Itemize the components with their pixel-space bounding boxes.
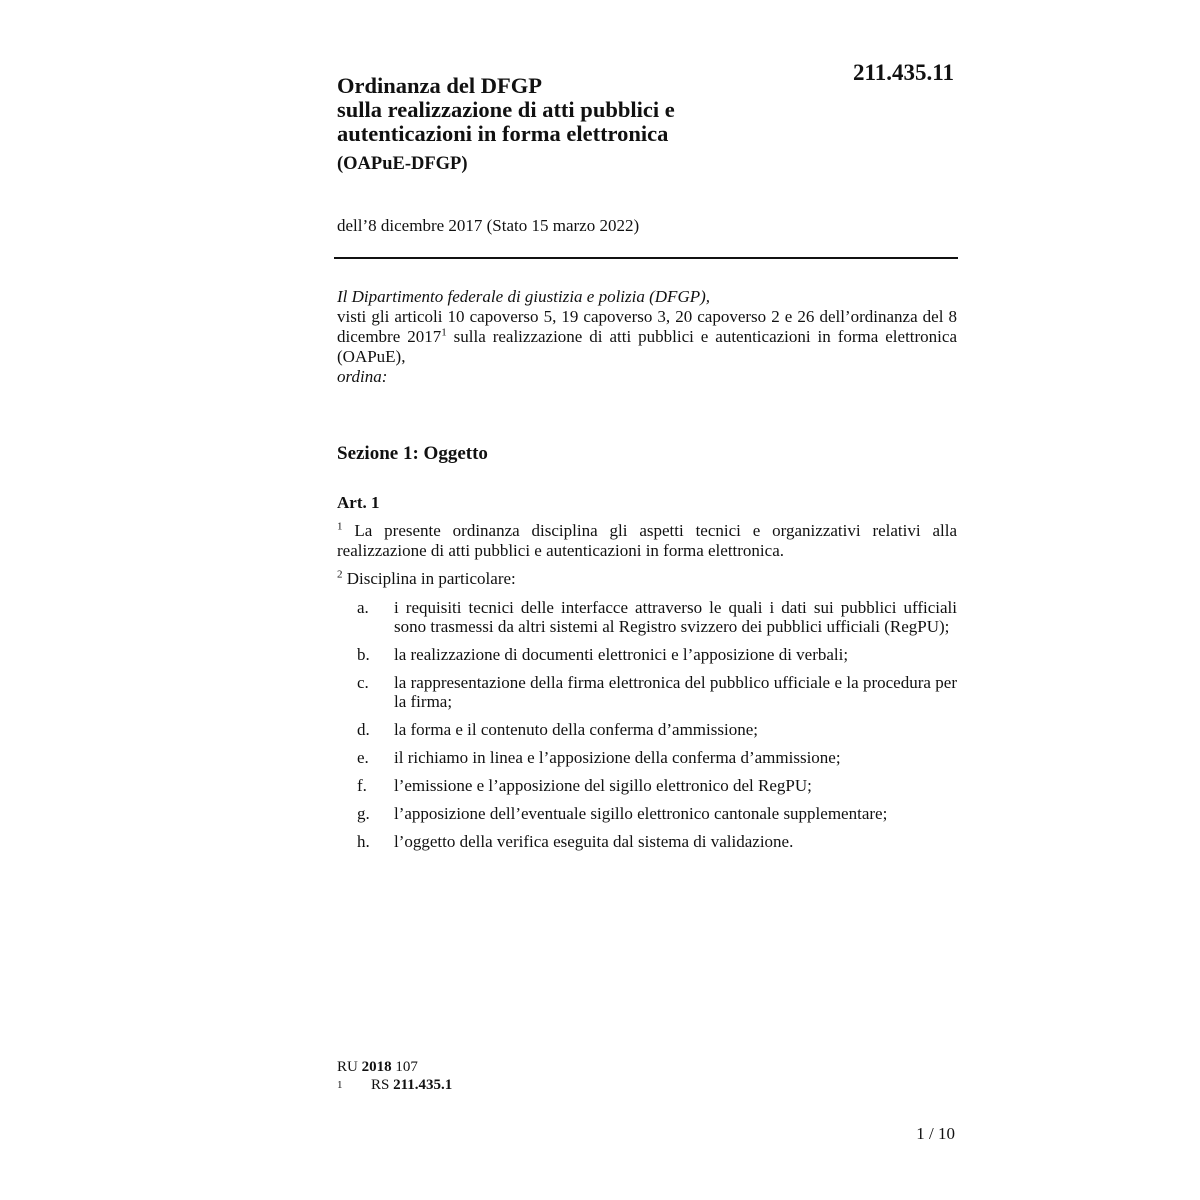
paragraph-text: La presente ordinanza disciplina gli aspetti tecnici e organizzativi relativi alla realizzazione di atti pubblici e autenticazioni in forma elettronica. <box>337 521 957 560</box>
list-item <box>337 776 957 795</box>
header-divider <box>334 257 958 259</box>
preamble-basis <box>337 307 957 367</box>
list-item-label: f. <box>357 776 367 795</box>
list-item-text: la rappresentazione della firma elettronica del pubblico ufficiale e la procedura per la firma; <box>394 673 957 711</box>
list-item <box>337 804 957 823</box>
title-line: autenticazioni in forma elettronica <box>337 121 669 146</box>
list-item-text: il richiamo in linea e l’apposizione della conferma d’ammissione; <box>394 748 841 767</box>
footnote-ref[interactable]: 1 <box>441 326 447 339</box>
ru-year: 2018 <box>361 1059 392 1075</box>
footnote-number: 1 <box>337 1079 343 1091</box>
paragraph-number: 1 <box>337 520 343 533</box>
article-list <box>337 598 957 860</box>
title-line: Ordinanza del DFGP <box>337 73 543 98</box>
document-title <box>337 74 957 146</box>
preamble-basis-text: visti gli articoli 10 capoverso 5, 19 capoverso 3, 20 capoverso 2 e 26 dell’ordinanza del 8 dicembre 2017 <box>337 307 957 346</box>
list-item-text: i requisiti tecnici delle interfacce attraverso le quali i dati sui pubblici ufficiali sono trasmessi da altri sistemi al Registro svizzero dei pubblici ufficiali (RegPU); <box>394 598 957 636</box>
list-item <box>337 832 957 851</box>
list-item-label: c. <box>357 673 369 692</box>
document-abbreviation: (OAPuE-DFGP) <box>337 154 468 174</box>
list-item-label: d. <box>357 720 370 739</box>
preamble-authority: Il Dipartimento federale di giustizia e polizia (DFGP), <box>337 287 711 306</box>
footnote-text <box>371 1076 452 1094</box>
list-item <box>337 748 957 767</box>
footnote-reference[interactable]: 211.435.1 <box>393 1077 453 1093</box>
list-item-text: l’apposizione dell’eventuale sigillo elettronico cantonale supplementare; <box>394 804 888 823</box>
list-item-text: la forma e il contenuto della conferma d’ammissione; <box>394 720 758 739</box>
footnotes <box>337 1058 957 1094</box>
article-paragraph-2 <box>337 569 957 589</box>
list-item <box>337 598 957 636</box>
list-item-label: a. <box>357 598 369 617</box>
official-compilation-ref <box>337 1058 957 1076</box>
title-line: sulla realizzazione di atti pubblici e <box>337 97 675 122</box>
document-number: 211.435.11 <box>853 60 954 85</box>
page-number: 1 / 10 <box>916 1124 955 1143</box>
ru-prefix: RU <box>337 1059 362 1075</box>
list-item-text: l’oggetto della verifica eseguita dal sistema di validazione. <box>394 832 794 851</box>
ru-page: 107 <box>391 1059 418 1075</box>
preamble-decree: ordina: <box>337 367 388 386</box>
paragraph-text: Disciplina in particolare: <box>342 569 516 588</box>
list-item <box>337 720 957 739</box>
list-item-label: b. <box>357 645 370 664</box>
article-heading: Art. 1 <box>337 493 380 512</box>
list-item-text: l’emissione e l’apposizione del sigillo elettronico del RegPU; <box>394 776 812 795</box>
footnote <box>337 1076 957 1094</box>
section-heading: Sezione 1: Oggetto <box>337 443 488 464</box>
preamble-basis-text-cont: sulla realizzazione di atti pubblici e autenticazioni in forma elettronica (OAPuE), <box>337 327 957 366</box>
document-date: dell’8 dicembre 2017 (Stato 15 marzo 2022) <box>337 216 640 235</box>
list-item-label: e. <box>357 748 369 767</box>
list-item <box>337 645 957 664</box>
list-item-label: h. <box>357 832 370 851</box>
article-paragraph-1 <box>337 521 957 561</box>
paragraph-number: 2 <box>337 568 343 581</box>
footnote-prefix: RS <box>371 1077 394 1093</box>
preamble <box>337 287 957 387</box>
list-item-label: g. <box>357 804 370 823</box>
list-item-text: la realizzazione di documenti elettronici e l’apposizione di verbali; <box>394 645 849 664</box>
list-item <box>337 673 957 711</box>
